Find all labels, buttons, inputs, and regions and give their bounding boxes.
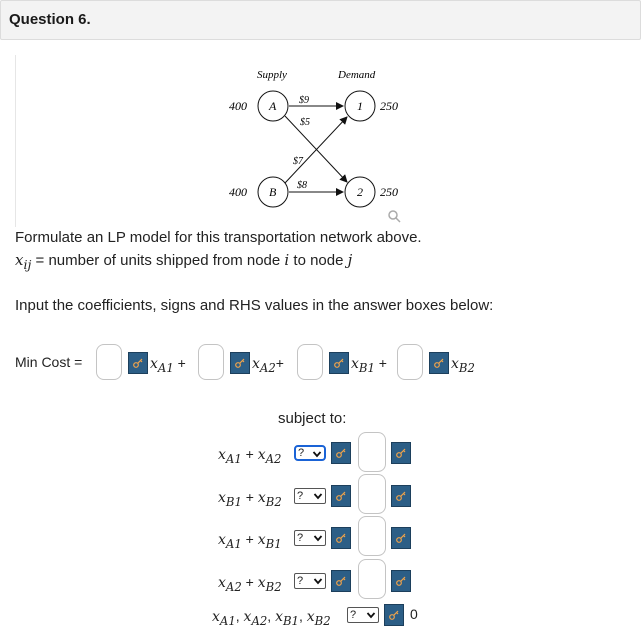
constraint-3-sign-select[interactable]: ? (294, 530, 326, 546)
objective-label: Min Cost = (15, 354, 83, 370)
constraint-3-rhs-input[interactable] (358, 516, 386, 556)
var-j: j (347, 251, 353, 269)
coef-A1-input[interactable] (96, 344, 122, 380)
answer-key-button[interactable] (128, 352, 148, 374)
nonneg-lhs: $x_{A1}$, $x_{A2}$, $x_{B1}$, $x_{B2}$ (212, 608, 331, 628)
cost-B1: $7 (293, 156, 303, 167)
constraint-2-rhs-input[interactable] (358, 474, 386, 514)
supply-B-value: 400 (229, 185, 247, 199)
node-1-label: 1 (357, 99, 363, 113)
constraint-4-lhs: $x_{A2} + x_{B2}$ (218, 574, 282, 594)
answer-key-button[interactable] (331, 485, 351, 507)
key-icon (433, 357, 445, 369)
answer-key-button[interactable] (391, 442, 411, 464)
key-icon (395, 490, 407, 502)
key-icon (335, 490, 347, 502)
supply-label: Supply (257, 69, 287, 81)
answer-key-button[interactable] (329, 352, 349, 374)
demand-1-value: 250 (380, 99, 398, 113)
coef-B2-input[interactable] (397, 344, 423, 380)
cost-A2: $5 (300, 117, 310, 128)
coef-A2-input[interactable] (198, 344, 224, 380)
supply-A-value: 400 (229, 99, 247, 113)
var-x: x (15, 251, 24, 269)
answer-key-button[interactable] (391, 570, 411, 592)
arc-B1 (285, 117, 347, 183)
instruction-text: = number of units shipped from node (31, 252, 285, 269)
objective-term-B1: $x_{B1}$ + (351, 355, 387, 375)
key-icon (395, 575, 407, 587)
nonneg-rhs: 0 (410, 606, 418, 622)
constraint-2-sign-select[interactable]: ? (294, 488, 326, 504)
instruction-text-mid: to node (289, 252, 348, 269)
key-icon (132, 357, 144, 369)
zoom-icon[interactable] (389, 211, 400, 222)
constraint-1-rhs-input[interactable] (358, 432, 386, 472)
answer-key-button[interactable] (391, 527, 411, 549)
chevron-down-icon (313, 533, 323, 543)
constraint-2-lhs: $x_{B1} + x_{B2}$ (218, 489, 282, 509)
question-title: Question 6. (9, 11, 91, 28)
key-icon (335, 575, 347, 587)
answer-key-button[interactable] (429, 352, 449, 374)
answer-key-button[interactable] (331, 570, 351, 592)
key-icon (395, 532, 407, 544)
network-diagram (0, 0, 641, 235)
var-i: i (284, 251, 290, 269)
subject-to-label: subject to: (278, 410, 347, 427)
constraint-3-lhs: $x_{A1} + x_{B1}$ (218, 531, 282, 551)
chevron-down-icon (366, 610, 376, 620)
answer-key-button[interactable] (391, 485, 411, 507)
cost-A1: $9 (299, 95, 309, 106)
demand-label: Demand (338, 69, 376, 81)
instruction-line-1: Formulate an LP model for this transportation network above. (15, 229, 422, 246)
instruction-line-2 (15, 251, 352, 272)
answer-key-button[interactable] (230, 352, 250, 374)
key-icon (335, 532, 347, 544)
node-B-label: B (269, 185, 277, 199)
demand-2-value: 250 (380, 185, 398, 199)
answer-key-button[interactable] (331, 527, 351, 549)
objective-term-B2: $x_{B2}$ (451, 356, 475, 375)
objective-term-A2: $x_{A2}+$ (252, 355, 284, 375)
var-sub: ij (23, 257, 32, 272)
key-icon (388, 609, 400, 621)
node-A-label: A (269, 99, 277, 113)
answer-key-button[interactable] (384, 604, 404, 626)
key-icon (395, 447, 407, 459)
objective-term-A1: $x_{A1}$ + (150, 355, 186, 375)
node-2-label: 2 (357, 185, 363, 199)
chevron-down-icon (313, 491, 323, 501)
key-icon (234, 357, 246, 369)
chevron-down-icon (313, 576, 323, 586)
constraint-1-sign-select[interactable]: ? (294, 445, 326, 461)
constraint-1-lhs: $x_{A1} + x_{A2}$ (218, 446, 282, 466)
nonneg-sign-select[interactable]: ? (347, 607, 379, 623)
chevron-down-icon (312, 449, 322, 459)
key-icon (333, 357, 345, 369)
coef-B1-input[interactable] (297, 344, 323, 380)
key-icon (335, 447, 347, 459)
answer-key-button[interactable] (331, 442, 351, 464)
constraint-4-sign-select[interactable]: ? (294, 573, 326, 589)
arc-A2 (285, 116, 347, 182)
cost-B2: $8 (297, 180, 307, 191)
constraint-4-rhs-input[interactable] (358, 559, 386, 599)
instruction-line-3: Input the coefficients, signs and RHS values in the answer boxes below: (15, 297, 494, 314)
